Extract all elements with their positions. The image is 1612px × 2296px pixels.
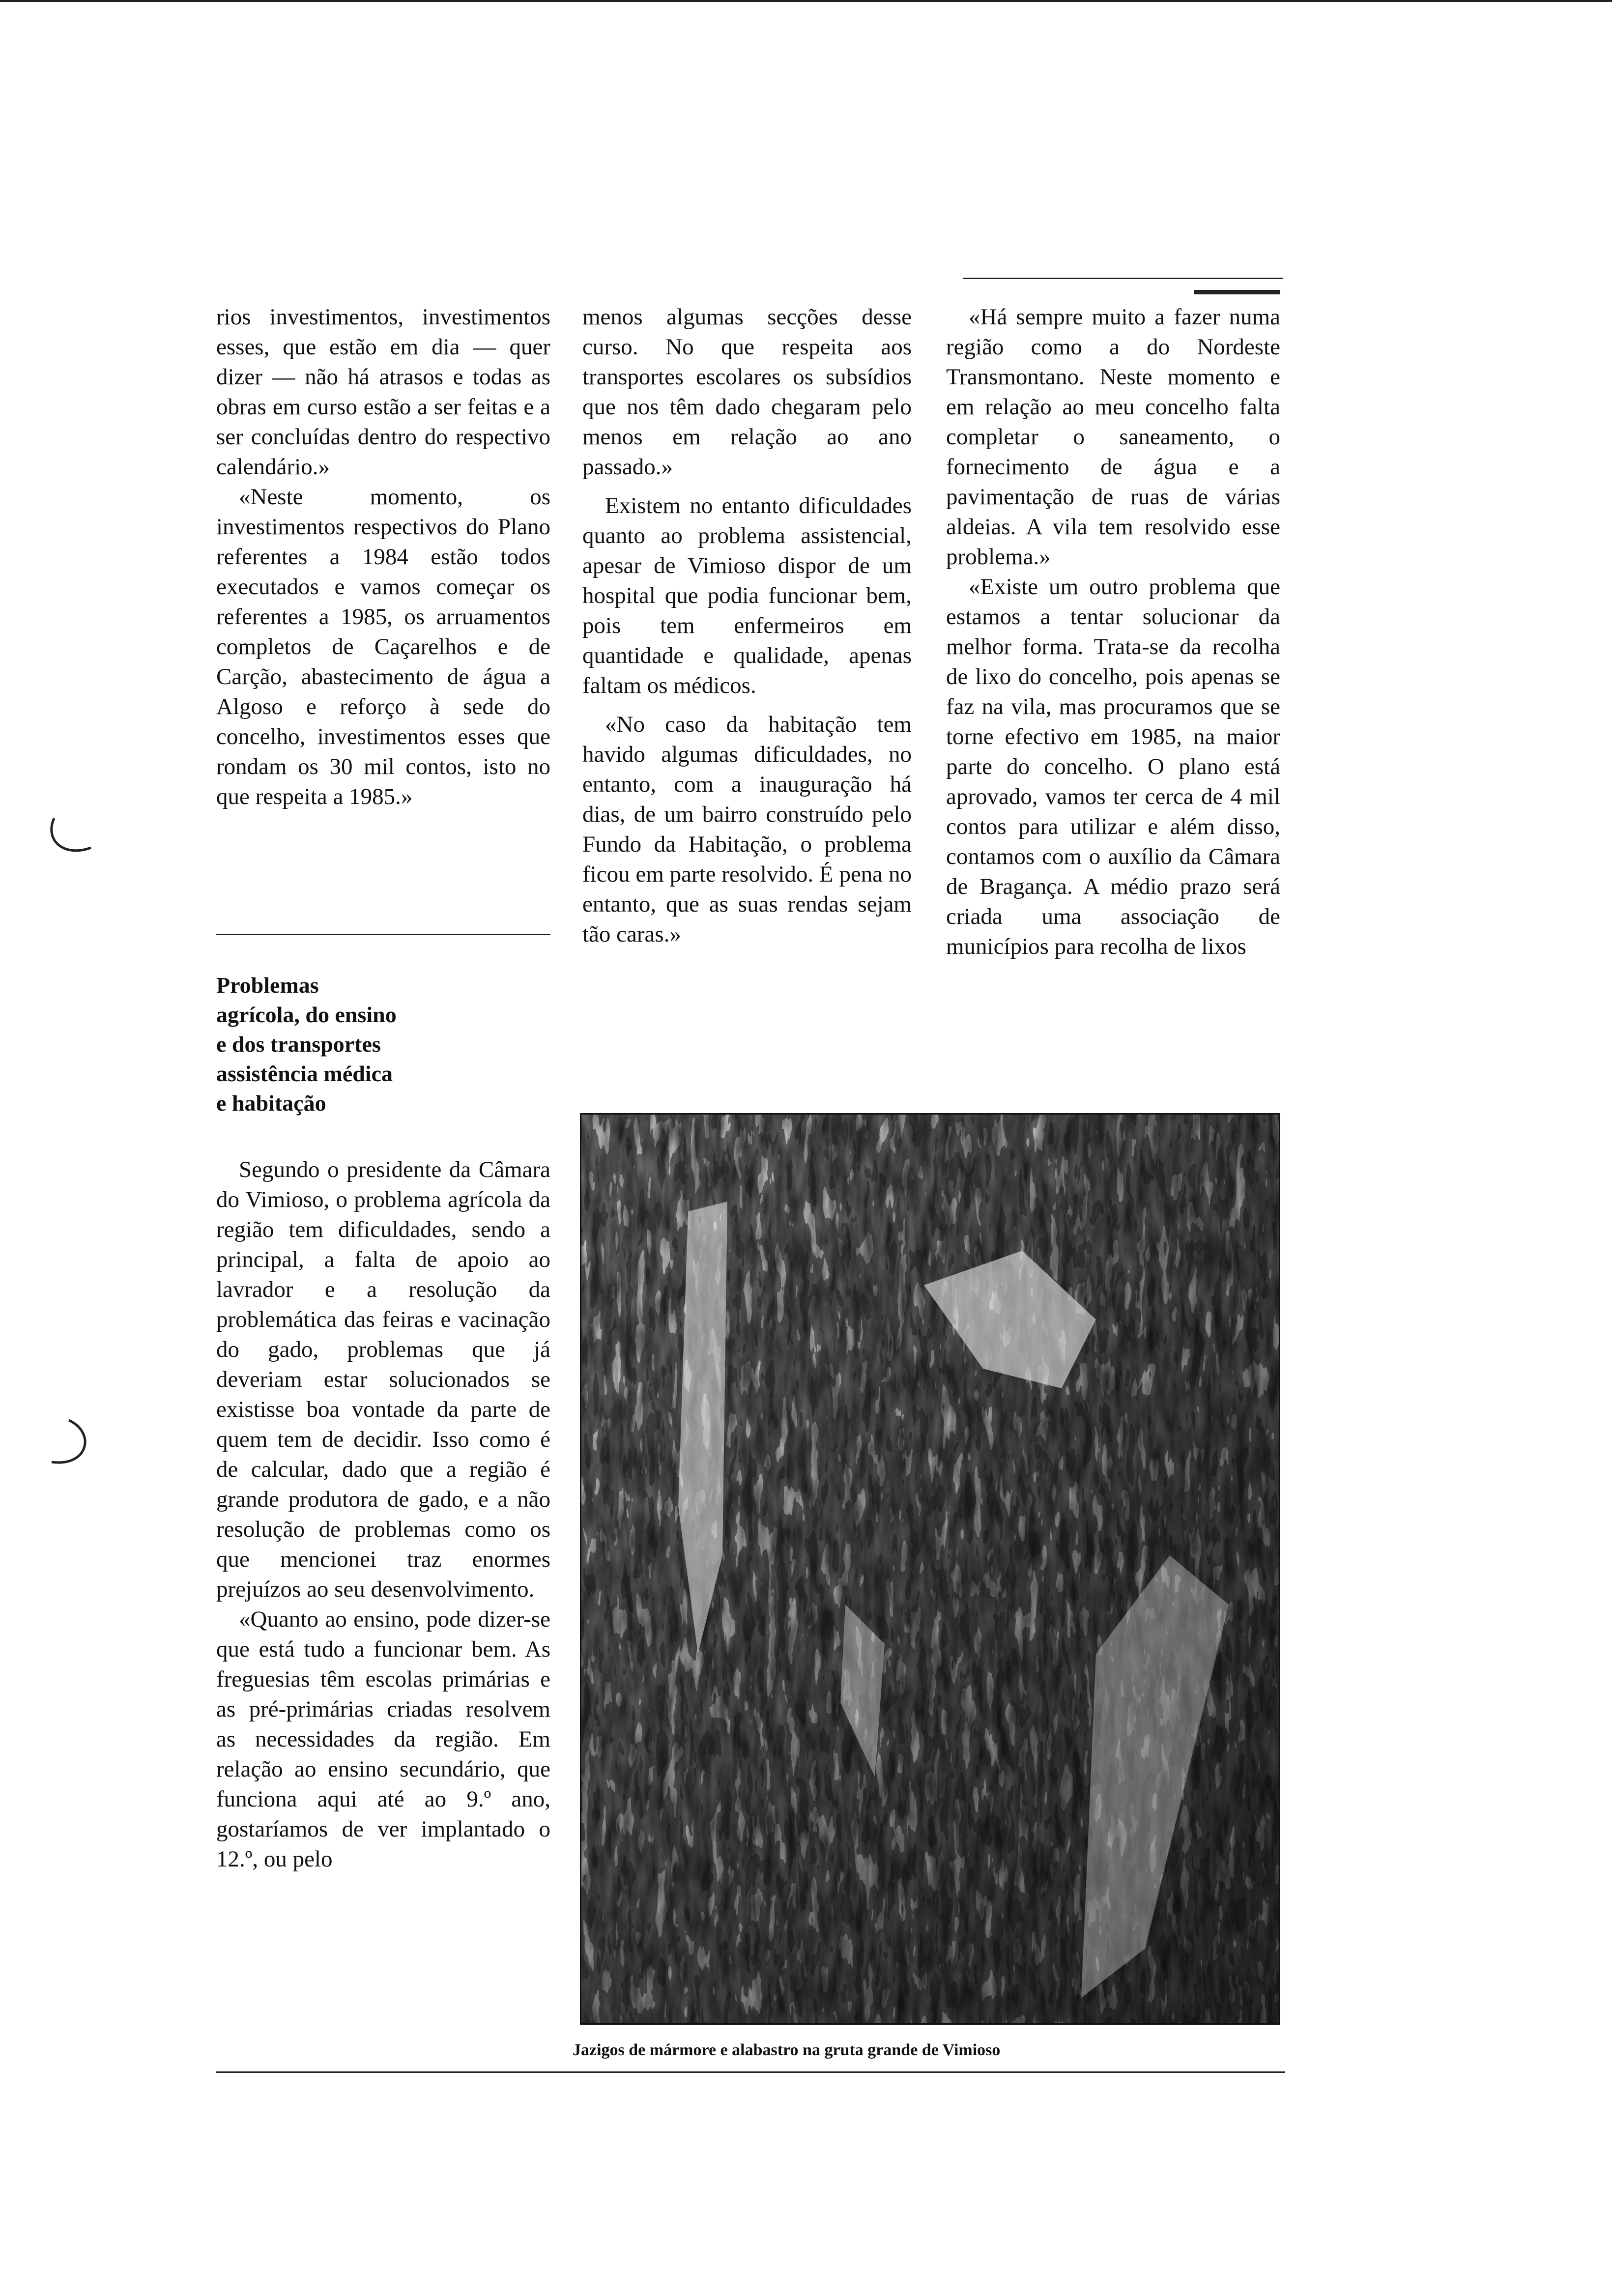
col1-paragraph-4: «Quanto ao ensino, pode dizer-se que está tudo a funcionar bem. As freguesias têm escolas primárias e as pré-primárias criadas resolvem as necessidades da região. Em relação ao ensino secundário, que funciona aqui até ao 9.º ano, gostaríamos de ver implantado o 12.º, ou pelo: [216, 1607, 550, 1872]
heading-line-3: e dos transportes: [216, 1032, 381, 1057]
photo-caption: Jazigos de mármore e alabastro na gruta grande de Vimioso: [573, 2041, 1001, 2059]
column-3-top-mark: [1194, 290, 1280, 294]
column-2: [582, 302, 912, 949]
bottom-rule: [216, 2071, 1285, 2073]
column-1: [216, 302, 550, 812]
punch-mark-icon: [42, 1415, 101, 1474]
heading-line-5: e habitação: [216, 1091, 326, 1116]
col1-paragraph-1: rios investimentos, investimentos esses, que estão em dia — quer dizer — não há atrasos e todas as obras em curso estão a ser feitas e a ser concluídas dentro do respectivo calendário.»: [216, 304, 550, 480]
column-1-continued: [216, 1155, 550, 1874]
punch-mark-icon: [39, 811, 98, 865]
col2-paragraph-3: «No caso da habitação tem havido algumas dificuldades, no entanto, com a inauguração há dias, de um bairro construído pelo Fundo da Habitação, o problema ficou em parte resolvido. É pena no entanto, que as suas rendas sejam tão caras.»: [582, 712, 912, 947]
section-heading-block: [216, 971, 550, 1118]
section-divider: [216, 934, 550, 935]
col3-paragraph-1: «Há sempre muito a fazer numa região como a do Nordeste Transmontano. Neste momento e em relação ao meu concelho falta completar o saneamento, o fornecimento de água e a pavimentação de ruas de várias aldeias. A vila tem resolvido esse problema.»: [946, 304, 1280, 570]
heading-line-1: Problemas: [216, 973, 319, 998]
col1-paragraph-2: «Neste momento, os investimentos respectivos do Plano referentes a 1984 estão todos executados e vamos começar os referentes a 1985, os arruamentos completos de Caçarelhos e de Carção, abastecimento de água a Algoso e reforço à sede do concelho, investimentos esses que rondam os 30 mil contos, isto no que respeita a 1985.»: [216, 484, 550, 809]
column-3-top-rule: [963, 278, 1283, 279]
cave-photo: [580, 1113, 1280, 2025]
heading-line-2: agrícola, do ensino: [216, 1002, 397, 1027]
heading-line-4: assistência médica: [216, 1061, 393, 1086]
page-top-edge: [0, 0, 1612, 2]
column-3: [946, 302, 1280, 962]
col2-paragraph-1: menos algumas secções desse curso. No que respeita aos transportes escolares os subsídios que nos têm dado chegaram pelo menos em relação ao ano passado.»: [582, 304, 912, 480]
col3-paragraph-2: «Existe um outro problema que estamos a tentar solucionar da melhor forma. Trata-se da recolha de lixo do concelho, pois apenas se faz na vila, mas procuramos que se torne efectivo em 1985, na maior parte do concelho. O plano está aprovado, vamos ter cerca de 4 mil contos para utilizar e além disso, contamos com o auxílio da Câmara de Bragança. A médio prazo será criada uma associação de municípios para recolha de lixos: [946, 574, 1280, 959]
col2-paragraph-2: Existem no entanto dificuldades quanto ao problema assistencial, apesar de Vimioso dispor de um hospital que podia funcionar bem, pois tem enfermeiros em quantidade e qualidade, apenas faltam os médicos.: [582, 493, 912, 698]
col1-paragraph-3: Segundo o presidente da Câmara do Vimioso, o problema agrícola da região tem dificuldades, sendo a principal, a falta de apoio ao lavrador e a resolução da problemática das feiras e vacinação do gado, problemas que já deveriam estar solucionados se existisse boa vontade da parte de quem tem de decidir. Isso como é de calcular, dado que a região é grande produtora de gado, e a não resolução de problemas como os que mencionei traz enormes prejuízos ao seu desenvolvimento.: [216, 1157, 550, 1602]
